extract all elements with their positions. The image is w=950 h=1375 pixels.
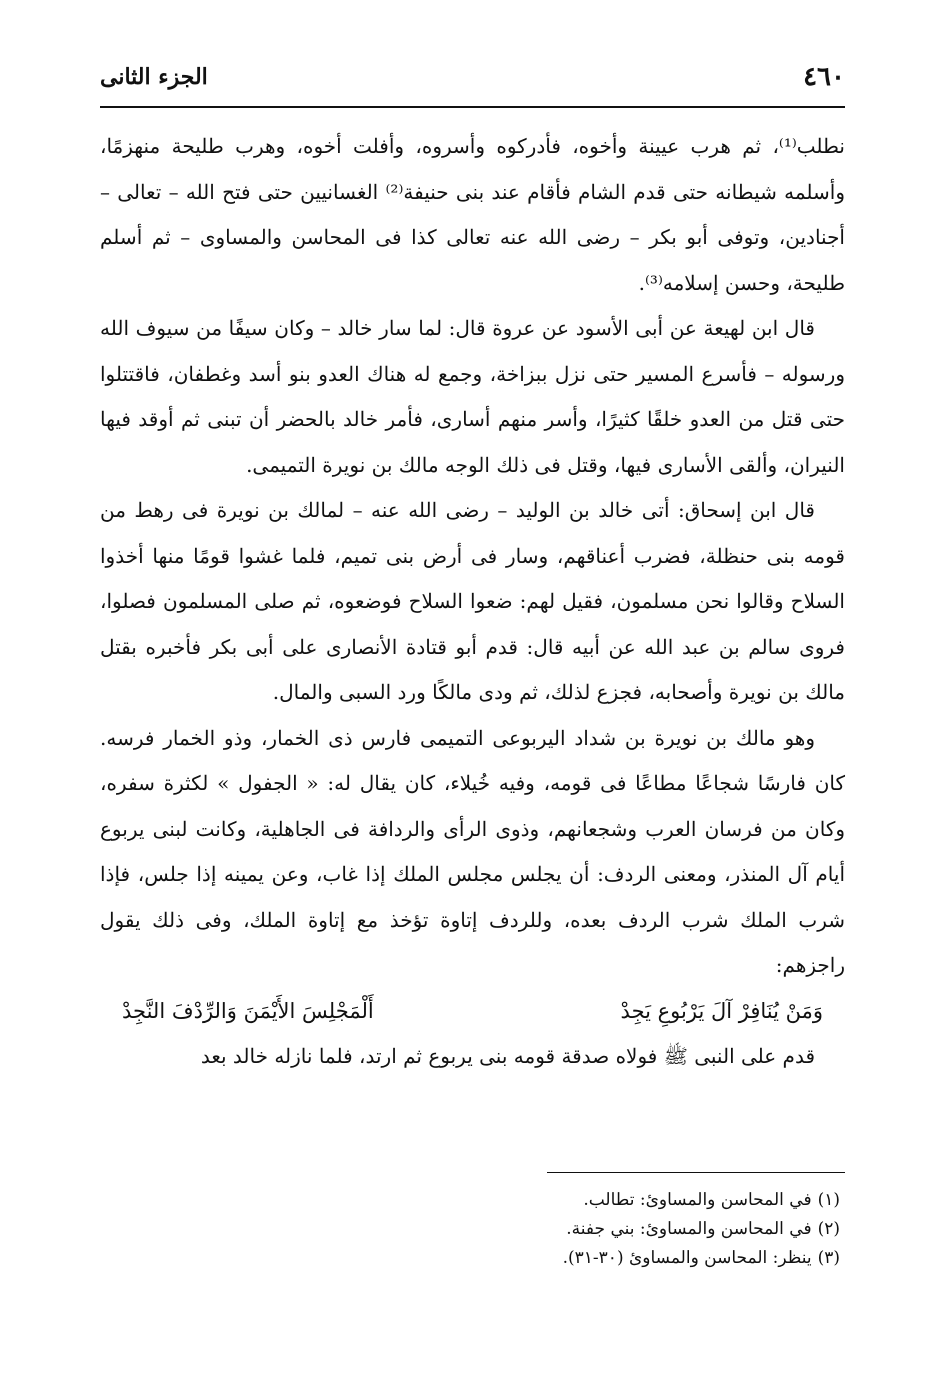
header-rule: [100, 106, 845, 108]
footnote-text: ينظر: المحاسن والمساوئ (٣٠-٣١).: [562, 1248, 812, 1268]
verse-second-hemistich: أَلْمَجْلِسَ الأَيْمَنَ وَالرِّدْفَ النَّجِدْ: [122, 998, 374, 1023]
paragraph-2: قال ابن لهيعة عن أبى الأسود عن عروة قال: لما سار خالد – وكان سيفًا من سيوف الله ورسوله – فأسرع المسير حتى نزل ببزاخة، وجمع له هناك العدو بنو أسد وغطفان، فاقتتلوا حتى قتل من العدو خلقًا كثيرًا، وأسر منهم أسارى، فأمر خالد بالحضر أن تبنى ثم أوقد فيها النيران، وألقى الأسارى فيها، وقتل فى ذلك الوجه مالك بن نويرة التميمى.: [100, 316, 845, 477]
paragraph-5: قدم على النبى ﷺ فولاه صدقة قومه بنى يربوع ثم ارتد، فلما نازله خالد بعد: [200, 1044, 815, 1068]
footnote-2: [100, 1215, 840, 1244]
page-number: ٤٦٠: [803, 62, 845, 92]
verse-first-hemistich: وَمَنْ يُنَافِرْ آلَ يَرْبُوعِ يَجِدْ: [620, 998, 823, 1023]
footnote-number: (١): [817, 1190, 840, 1210]
footnote-number: (٢): [817, 1219, 840, 1239]
footnote-rule: [547, 1172, 845, 1173]
poetry-verse: [100, 989, 845, 1035]
footnote-text: في المحاسن والمساوئ: بني جفنة.: [566, 1219, 812, 1239]
footnotes: [100, 1186, 840, 1273]
footnote-1: [100, 1186, 840, 1215]
page-header: [100, 62, 845, 102]
footnote-text: في المحاسن والمساوئ: تطالب.: [583, 1190, 812, 1210]
running-title: الجزء الثانى: [100, 64, 208, 90]
main-text: [100, 124, 845, 1080]
footnote-3: [100, 1244, 840, 1273]
paragraph-3: قال ابن إسحاق: أتى خالد بن الوليد – رضى الله عنه – لمالك بن نويرة فى رهط من قومه بنى حنظلة، فضرب أعناقهم، وسار فى أرض بنى تميم، فلما غشوا قومًا منها أخذوا السلاح وقالوا نحن مسلمون، فقيل لهم: ضعوا السلاح فوضعوه، ثم صلى المسلمون فصلوا، فروى سالم بن عبد الله عن أبيه قال: قدم أبو قتادة الأنصارى على أبى بكر فأخبره بقتل مالك بن نويرة وأصحابه، فجزع لذلك، ثم ودى مالكًا ورد السبى والمال.: [100, 498, 845, 704]
paragraph-4: وهو مالك بن نويرة بن شداد اليربوعى التميمى فارس ذى الخمار، وذو الخمار فرسه. كان فارسًا شجاعًا مطاعًا فى قومه، وفيه خُيلاء، كان يقال له: « الجفول » لكثرة سفره، وكان من فرسان العرب وشجعانهم، وذوى الرأى والردافة فى الجاهلية، وكانت لبنى يربوع أيام آل المنذر، ومعنى الردف: أن يجلس مجلس الملك إذا غاب، وعن يمينه إذا جلس، فإذا شرب الملك شرب الردف بعده، وللردف إتاوة تؤخذ مع إتاوة الملك، وفى ذلك يقول راجزهم:: [100, 725, 845, 977]
paragraph-1: نطلب⁽¹⁾، ثم هرب عيينة وأخوه، فأدركوه وأسروه، وأفلت أخوه، وهرب طليحة منهزمًا، وأسلمه شيطانه حتى قدم الشام فأقام عند بنى حنيفة⁽²⁾ الغسانيين حتى فتح الله – تعالى – أجنادين، وتوفى أبو بكر – رضى الله عنه تعالى كذا فى المحاسن والمساوى – ثم أسلم طليحة، وحسن إسلامه⁽³⁾.: [100, 134, 845, 295]
footnote-number: (٣): [817, 1248, 840, 1268]
